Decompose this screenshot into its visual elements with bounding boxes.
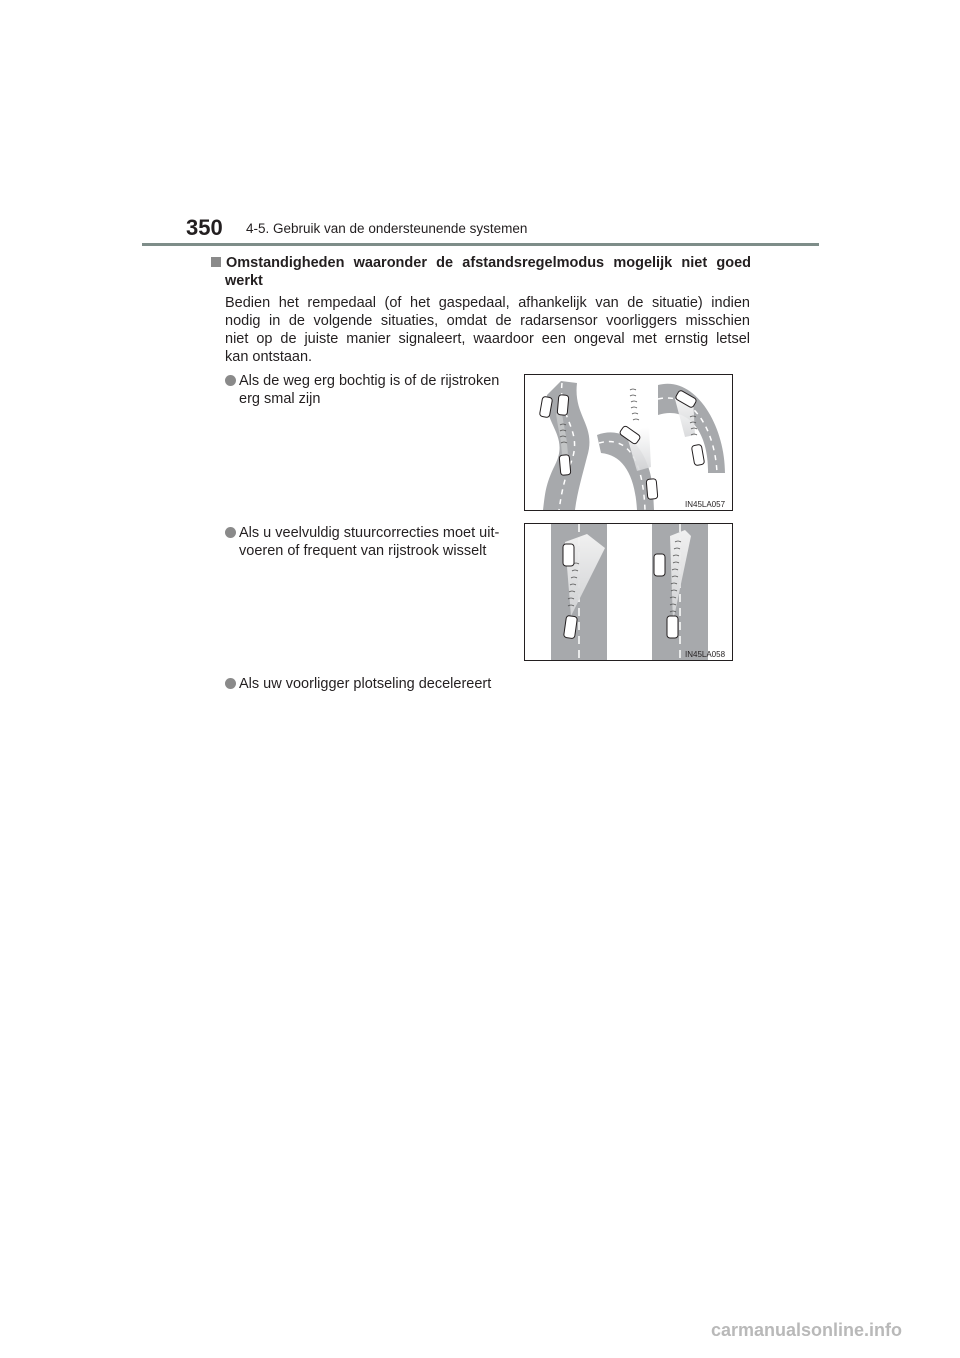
bullet-dot-icon — [225, 678, 236, 689]
car-icon — [559, 455, 571, 476]
header-rule — [142, 243, 819, 246]
bullet-dot-icon — [225, 527, 236, 538]
section-title: 4-5. Gebruik van de ondersteunende systemen — [246, 221, 528, 236]
subsection-heading — [211, 254, 751, 290]
car-icon — [646, 479, 658, 500]
figure-lane-changes — [524, 523, 733, 661]
watermark: carmanualsonline.info — [711, 1320, 903, 1340]
intro-paragraph — [225, 294, 750, 366]
figure-winding-roads — [524, 374, 733, 511]
paragraph-line: Bedien het rempedaal (of het gaspedaal, afhankelijk van de situatie) indien — [225, 295, 750, 311]
paragraph-line: niet op de juiste manier signaleert, waardoor een ongeval met ernstig letsel — [225, 331, 750, 347]
paragraph-line: nodig in de volgende situaties, omdat de radarsensor voorliggers misschien — [225, 313, 750, 329]
car-icon — [563, 544, 574, 566]
square-bullet-icon — [211, 257, 221, 267]
heading-line-2: werkt — [225, 273, 263, 289]
car-icon — [667, 616, 678, 638]
heading-line-1: Omstandigheden waaronder de afstandsregelmodus mogelijk niet goed — [211, 254, 751, 272]
bullet-dot-icon — [225, 375, 236, 386]
lane-changes-illustration — [525, 524, 732, 660]
bullet-item-winding-road: Als de weg erg bochtig is of de rijstroken erg smal zijn — [225, 372, 499, 408]
bullet-item-sudden-deceleration: Als uw voorligger plotseling decelereert — [225, 675, 491, 693]
car-icon — [557, 395, 569, 416]
page-number: 350 — [186, 215, 223, 240]
figure-code: IN45LA058 — [685, 650, 726, 659]
car-icon — [654, 554, 665, 576]
car-icon — [691, 444, 704, 465]
figure-code: IN45LA057 — [685, 500, 726, 509]
paragraph-line: kan ontstaan. — [225, 349, 313, 365]
winding-roads-illustration — [525, 375, 732, 510]
car-icon — [564, 615, 578, 638]
bullet-item-lane-changes: Als u veelvuldig stuurcorrecties moet uit- voeren of frequent van rijstrook wisselt — [225, 524, 499, 560]
